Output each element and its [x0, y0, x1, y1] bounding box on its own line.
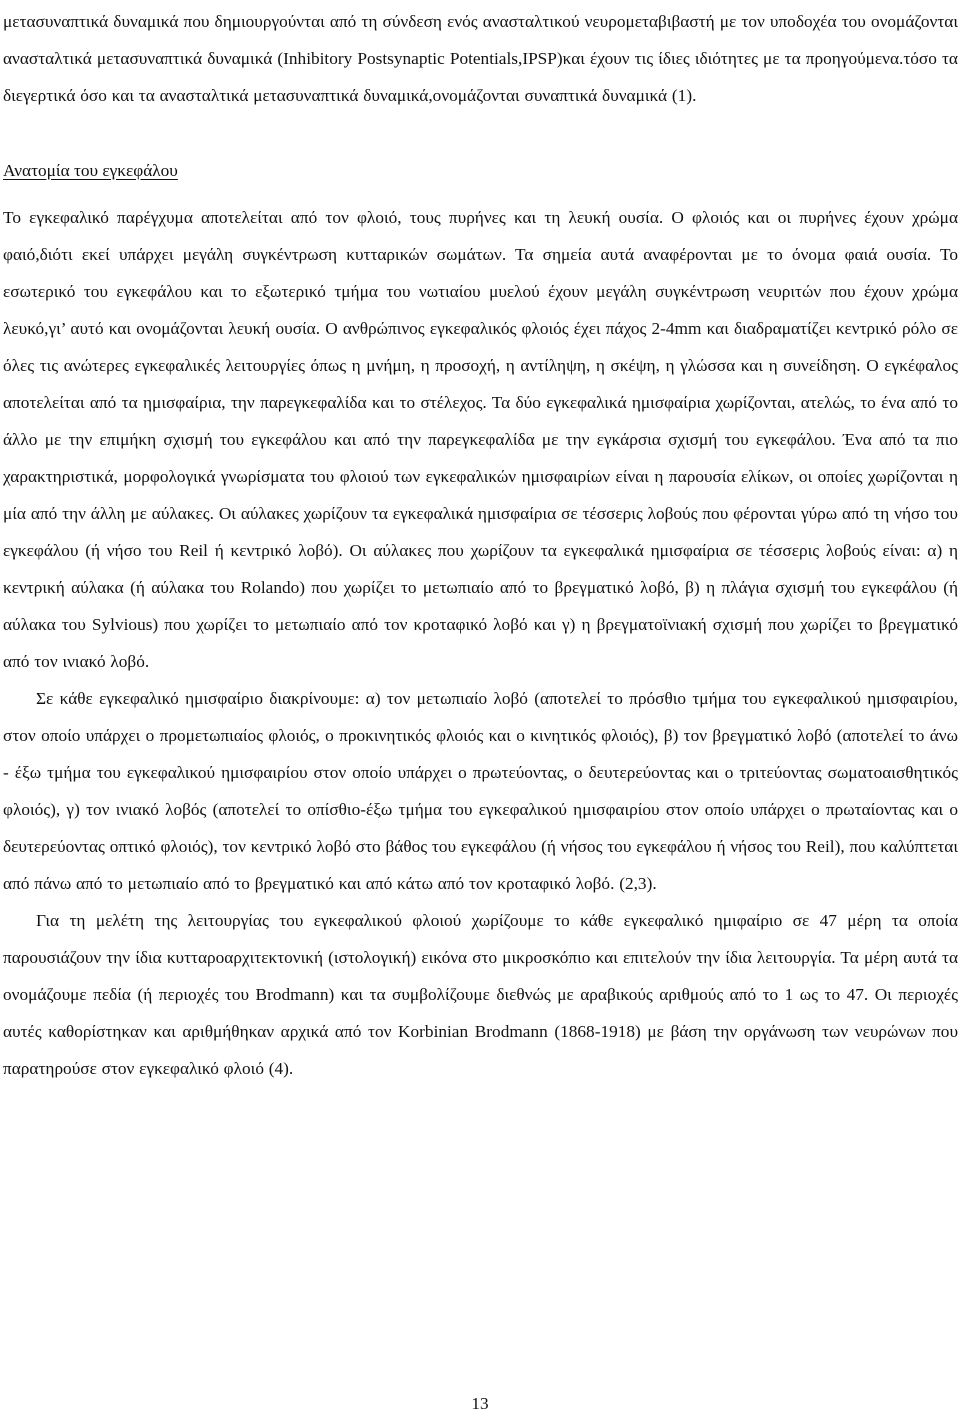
page-number: 13 [471, 1394, 489, 1413]
body-paragraph-anatomy: Το εγκεφαλικό παρέγχυμα αποτελείται από τον φλοιό, τους πυρήνες και τη λευκή ουσία. Ο φλοιός και οι πυρήνες έχουν χρώμα φαιό,διότι εκεί υπάρχει μεγάλη συγκέντρωση κυτταρικών σωμάτων. Τα σημεία αυτά αναφέρονται με το όνομα φαιά ουσία. Το εσωτερικό του εγκεφάλου και το εξωτερικό τμήμα του νωτιαίου μυελού έχουν μεγάλη συγκέντρωση νευριτών που έχουν χρώμα λευκό,γι’ αυτό και ονομάζονται λευκή ουσία. Ο ανθρώπινος εγκεφαλικός φλοιός έχει πάχος 2-4mm και διαδραματίζει κεντρικό ρόλο σε όλες τις ανώτερες εγκεφαλικές λειτουργίες όπως η μνήμη, η προσοχή, η αντίληψη, η σκέψη, η γλώσσα και η συνείδηση. Ο εγκέφαλος αποτελείται από τα ημισφαίρια, την παρεγκεφαλίδα και το στέλεχος. Τα δύο εγκεφαλικά ημισφαίρια χωρίζονται, ατελώς, το ένα από το άλλο με την επιμήκη σχισμή του εγκεφάλου και από την παρεγκεφαλίδα με την εγκάρσια σχισμή του εγκεφάλου. Ένα από τα πιο χαρακτηριστικά, μορφολογικά γνωρίσματα του φλοιού των εγκεφαλικών ημισφαιρίων είναι η παρουσία ελίκων, οι οποίες χωρίζονται η μία από την άλλη με αύλακες. Οι αύλακες χωρίζουν τα εγκεφαλικά ημισφαίρια σε τέσσερις λοβούς που φέρονται γύρω από τη νήσο του εγκεφάλου (ή νήσο του Reil ή κεντρικό λοβό). Οι αύλακες που χωρίζουν τα εγκεφαλικά ημισφαίρια σε τέσσερις λοβούς είναι: α) η κεντρική αύλακα (ή αύλακα του Rolando) που χωρίζει το μετωπιαίο από το βρεγματικό λοβό, β) η πλάγια σχισμή του εγκεφάλου (ή αύλακα του Sylvious) που χωρίζει το μετωπιαίο από τον κροταφικό λοβό και γ) η βρεγματοϊνιακή σχισμή που χωρίζει το βρεγματικό από τον ινιακό λοβό. [3, 208, 958, 671]
section-heading: Ανατομία του εγκεφάλου [3, 161, 178, 180]
intro-paragraph: μετασυναπτικά δυναμικά που δημιουργούνται από τη σύνδεση ενός ανασταλτικού νευρομεταβιβαστή με τον υποδοχέα του ονομάζονται ανασταλτικά μετασυναπτικά δυναμικά (Inhibitory Postsynaptic Potentials,IPSP)και έχουν τις ίδιες ιδιότητες με τα προηγούμενα.τόσο τα διεγερτικά όσο και τα ανασταλτικά μετασυναπτικά δυναμικά,ονομάζονται συναπτικά δυναμικά (1). [3, 12, 958, 105]
body-paragraph-lobes: Σε κάθε εγκεφαλικό ημισφαίριο διακρίνουμε: α) τον μετωπιαίο λοβό (αποτελεί το πρόσθιο τμήμα του εγκεφαλικού ημισφαιρίου, στον οποίο υπάρχει ο προμετωπιαίος φλοιός, ο προκινητικός φλοιός και ο κινητικός φλοιός), β) τον βρεγματικό λοβό (αποτελεί το άνω - έξω τμήμα του εγκεφαλικού ημισφαιρίου στον οποίο υπάρχει ο πρωτεύοντας, ο δευτερεύοντας και ο τριτεύοντας σωματοαισθητικός φλοιός), γ) τον ινιακό λοβός (αποτελεί το οπίσθιο-έξω τμήμα του εγκεφαλικού ημισφαιρίου στον οποίο υπάρχει ο πρωταίοντας και ο δευτερεύοντας οπτικό φλοιός), τον κεντρικό λοβό στο βάθος του εγκεφάλου (ή νήσος του εγκεφάλου ή νήσος του Reil), που καλύπτεται από πάνω από το μετωπιαίο από το βρεγματικό και από κάτω από τον κροταφικό λοβό. (2,3). [3, 689, 959, 893]
body-paragraph-brodmann: Για τη μελέτη της λειτουργίας του εγκεφαλικού φλοιού χωρίζουμε το κάθε εγκεφαλικό ημιφαίριο σε 47 μέρη τα οποία παρουσιάζουν την ίδια κυτταροαρχιτεκτονική (ιστολογική) εικόνα στο μικροσκόπιο και επιτελούν την ίδια λειτουργία. Τα μέρη αυτά τα ονομάζουμε πεδία (ή περιοχές του Brodmann) και τα συμβολίζουμε διεθνώς με αραβικούς αριθμούς από το 1 ως το 47. Οι περιοχές αυτές καθορίστηκαν και αριθμήθηκαν αρχικά από τον Korbinian Brodmann (1868-1918) με βάση την οργάνωση των νευρώνων που παρατηρούσε στον εγκεφαλικό φλοιό (4). [3, 911, 958, 1078]
